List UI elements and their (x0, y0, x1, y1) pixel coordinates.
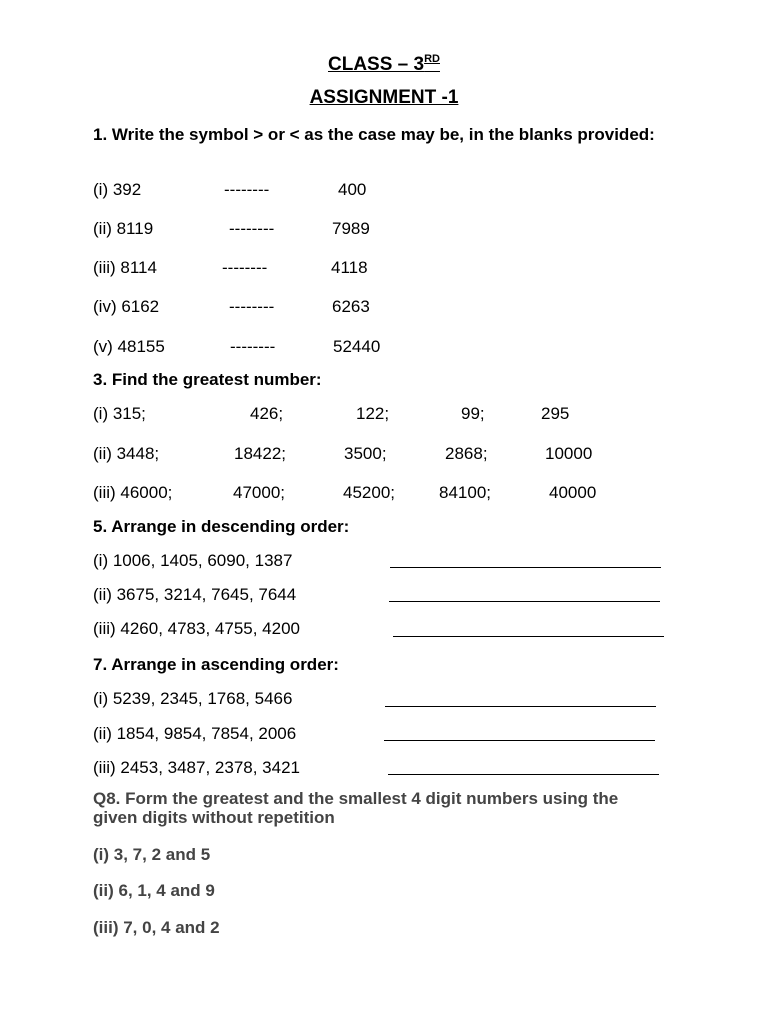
q1-row-3-blank: -------- (222, 258, 268, 277)
q3-row-1-num-3: 122; (356, 404, 390, 423)
q3-row-1-num-5: 295 (541, 404, 570, 423)
q8-row-3: (iii) 7, 0, 4 and 2 (93, 918, 220, 937)
q3-row-2-num-5: 10000 (545, 444, 593, 463)
q3-row-1-num-1: (i) 315; (93, 404, 146, 423)
q1-row-3-left: (iii) 8114 (93, 258, 157, 277)
q8-row-2: (ii) 6, 1, 4 and 9 (93, 881, 215, 900)
q1-row-2-blank: -------- (229, 219, 275, 238)
q3-row-3-num-1: (iii) 46000; (93, 483, 173, 502)
q3-row-1-num-4: 99; (461, 404, 485, 423)
q3-prompt: 3. Find the greatest number: (93, 370, 322, 389)
q7-row-1: (i) 5239, 2345, 1768, 5466 (93, 689, 293, 708)
q1-prompt: 1. Write the symbol > or < as the case may be, in the blanks provided: (93, 125, 655, 144)
q1-row-1-blank: -------- (224, 180, 270, 199)
q5-prompt: 5. Arrange in descending order: (93, 517, 350, 536)
q3-row-2-num-3: 3500; (344, 444, 387, 463)
q1-row-2-right: 7989 (332, 219, 370, 238)
q8-row-1: (i) 3, 7, 2 and 5 (93, 845, 211, 864)
q7-row-2: (ii) 1854, 9854, 7854, 2006 (93, 724, 297, 743)
assignment-title: ASSIGNMENT -1 (309, 87, 459, 108)
q5-row-1: (i) 1006, 1405, 6090, 1387 (93, 551, 293, 570)
q3-row-1-num-2: 426; (250, 404, 284, 423)
class-title-text: CLASS – 3 (328, 54, 425, 75)
q8-prompt-line-2: given digits without repetition (93, 808, 335, 827)
q5-row-2: (ii) 3675, 3214, 7645, 7644 (93, 585, 297, 604)
q3-row-3-num-5: 40000 (549, 483, 597, 502)
q1-row-3-right: 4118 (331, 258, 368, 277)
q7-row-2-answer-line (384, 740, 655, 741)
q3-row-3-num-2: 47000; (233, 483, 285, 502)
q5-row-3: (iii) 4260, 4783, 4755, 4200 (93, 619, 300, 638)
q1-row-5-blank: -------- (230, 337, 276, 356)
q3-row-2-num-4: 2868; (445, 444, 488, 463)
q1-row-4-blank: -------- (229, 297, 275, 316)
q1-row-4-right: 6263 (332, 297, 370, 316)
q1-row-5-right: 52440 (333, 337, 381, 356)
q3-row-2-num-2: 18422; (234, 444, 286, 463)
q5-row-1-answer-line (390, 567, 661, 568)
q5-row-2-answer-line (389, 601, 660, 602)
q1-row-1-left: (i) 392 (93, 180, 142, 199)
q5-row-3-answer-line (393, 636, 664, 637)
q7-prompt: 7. Arrange in ascending order: (93, 655, 339, 674)
q3-row-2-num-1: (ii) 3448; (93, 444, 160, 463)
q3-row-3-num-3: 45200; (343, 483, 395, 502)
class-title-superscript: RD (424, 53, 440, 65)
q1-row-2-left: (ii) 8119 (93, 219, 154, 238)
q7-row-3-answer-line (388, 774, 659, 775)
class-title (0, 53, 768, 76)
q1-row-5-left: (v) 48155 (93, 337, 165, 356)
q7-row-3: (iii) 2453, 3487, 2378, 3421 (93, 758, 300, 777)
q1-row-1-right: 400 (338, 180, 367, 199)
q3-row-3-num-4: 84100; (439, 483, 491, 502)
q8-prompt-line-1: Q8. Form the greatest and the smallest 4 digit numbers using the (93, 789, 619, 808)
q7-row-1-answer-line (385, 706, 656, 707)
q1-row-4-left: (iv) 6162 (93, 297, 160, 316)
